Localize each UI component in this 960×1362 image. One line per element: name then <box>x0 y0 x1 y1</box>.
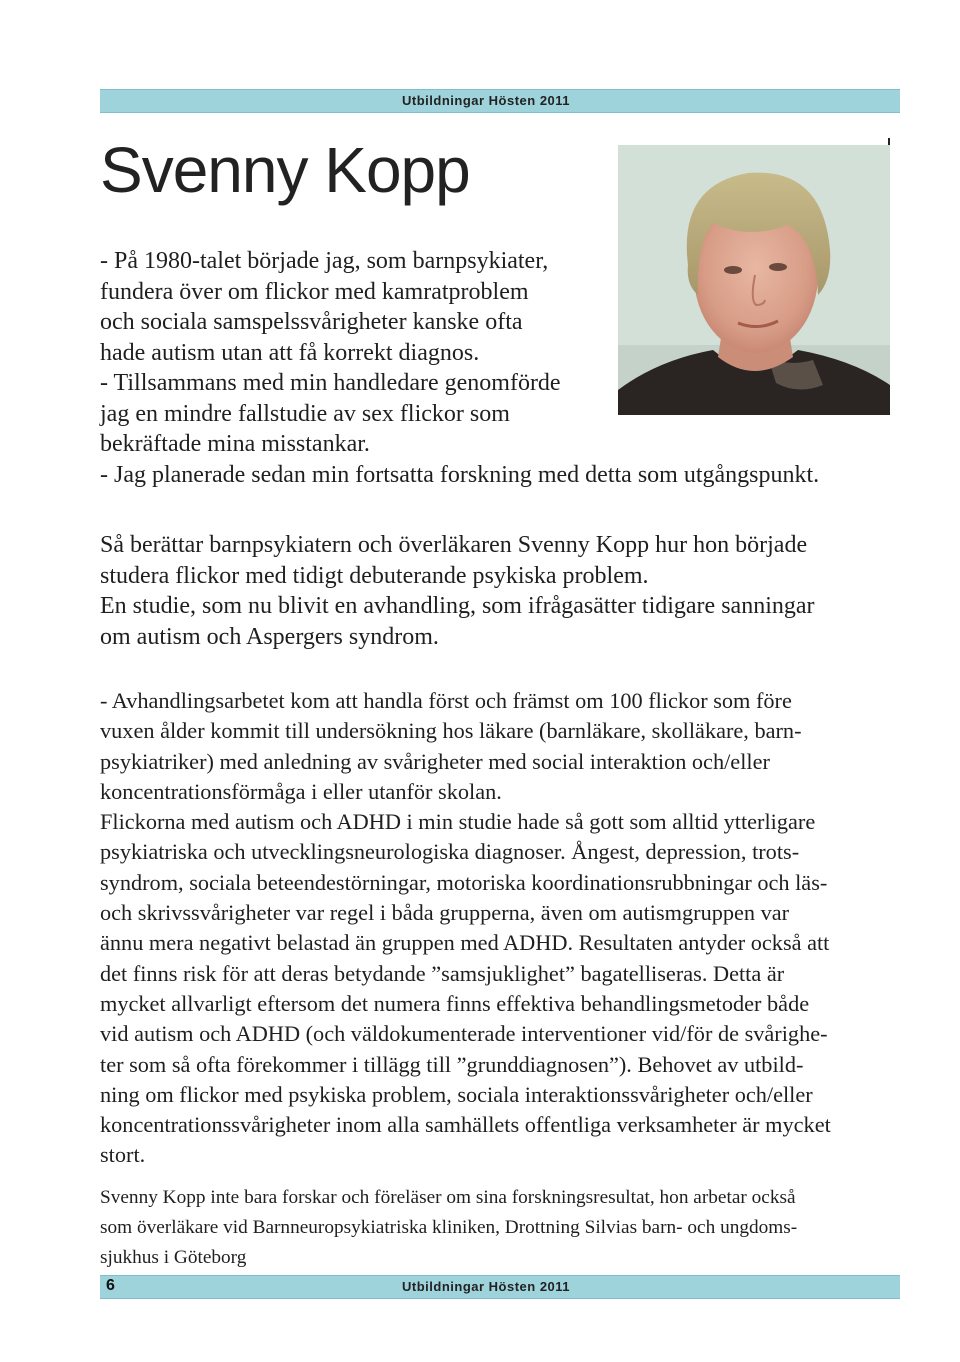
page-number: 6 <box>106 1277 115 1294</box>
header-band-label: Utbildningar Hösten 2011 <box>402 93 571 108</box>
body-line: stort. <box>100 1142 146 1168</box>
intro-line: - Tillsammans med min handledare genomförde <box>100 370 561 396</box>
body-line: mycket allvarligt eftersom det numera finns effektiva behandlingsmetoder både <box>100 990 810 1016</box>
author-note-line: sjukhus i Göteborg <box>100 1247 247 1268</box>
intro-line: - På 1980-talet började jag, som barnpsykiater, <box>100 248 549 274</box>
author-note-line: Svenny Kopp inte bara forskar och föreläser om sina forskningsresultat, hon arbetar också <box>100 1187 796 1208</box>
body-line: psykiatriker) med anledning av svårigheter med social interaktion och/eller <box>100 748 770 774</box>
intro-line: hade autism utan att få korrekt diagnos. <box>100 339 480 366</box>
body-line: och skrivssvårigheter var regel i båda grupperna, även om autismgruppen var <box>100 900 790 926</box>
intro-line: jag en mindre fallstudie av sex flickor som <box>100 400 510 427</box>
footer-band-label: Utbildningar Hösten 2011 <box>402 1279 571 1294</box>
footer-band <box>100 1275 900 1299</box>
lead-line: Så berättar barnpsykiatern och överläkaren Svenny Kopp hur hon började <box>100 532 808 558</box>
body-line: - Avhandlingsarbetet kom att handla först och främst om 100 flickor som före <box>100 688 792 713</box>
author-note <box>100 1183 900 1273</box>
lead-paragraph <box>100 530 900 652</box>
intro-paragraph <box>100 246 900 490</box>
header-band <box>100 89 900 113</box>
intro-line: och sociala samspelssvårigheter kanske ofta <box>100 309 523 335</box>
body-line: vuxen ålder kommit till undersökning hos läkare (barnläkare, skolläkare, barn- <box>100 718 802 744</box>
body-line: psykiatriska och utvecklingsneurologiska diagnoser. Ångest, depression, trots- <box>100 839 800 865</box>
intro-line: fundera över om flickor med kamratproblem <box>100 278 529 305</box>
body-line: koncentrationsförmåga i eller utanför skolan. <box>100 778 502 804</box>
article-title: Svenny Kopp <box>100 134 470 206</box>
body-line: ännu mera negativt belastad än gruppen med ADHD. Resultaten antyder också att <box>100 930 830 956</box>
author-note-line: som överläkare vid Barnneuropsykiatriska kliniken, Drottning Silvias barn- och ungdoms- <box>100 1217 798 1238</box>
body-line: ning om flickor med psykiska problem, sociala interaktionssvårigheter och/eller <box>100 1081 813 1107</box>
body-paragraph <box>100 686 900 1171</box>
body-line: koncentrationssvårigheter inom alla samhällets offentliga verksamheter är mycket <box>100 1112 831 1138</box>
intro-line: - Jag planerade sedan min fortsatta forskning med detta som utgångspunkt. <box>100 461 820 488</box>
lead-line: En studie, som nu blivit en avhandling, som ifrågasätter tidigare sanningar <box>100 593 815 619</box>
body-line: ter som så ofta förekommer i tillägg till ”grunddiagnosen”). Behovet av utbild- <box>100 1051 804 1077</box>
body-line: syndrom, sociala beteendestörningar, motoriska koordinationsrubbningar och läs- <box>100 869 828 895</box>
lead-line: studera flickor med tidigt debuterande psykiska problem. <box>100 562 649 589</box>
lead-line: om autism och Aspergers syndrom. <box>100 623 439 650</box>
body-line: det finns risk för att deras betydande ”samsjuklighet” bagatelliseras. Detta är <box>100 960 785 986</box>
body-line: Flickorna med autism och ADHD i min studie hade så gott som alltid ytterligare <box>100 809 816 835</box>
intro-line: bekräftade mina misstankar. <box>100 431 370 457</box>
body-line: vid autism och ADHD (och väldokumenterade interventioner vid/för de svårighe- <box>100 1021 828 1047</box>
